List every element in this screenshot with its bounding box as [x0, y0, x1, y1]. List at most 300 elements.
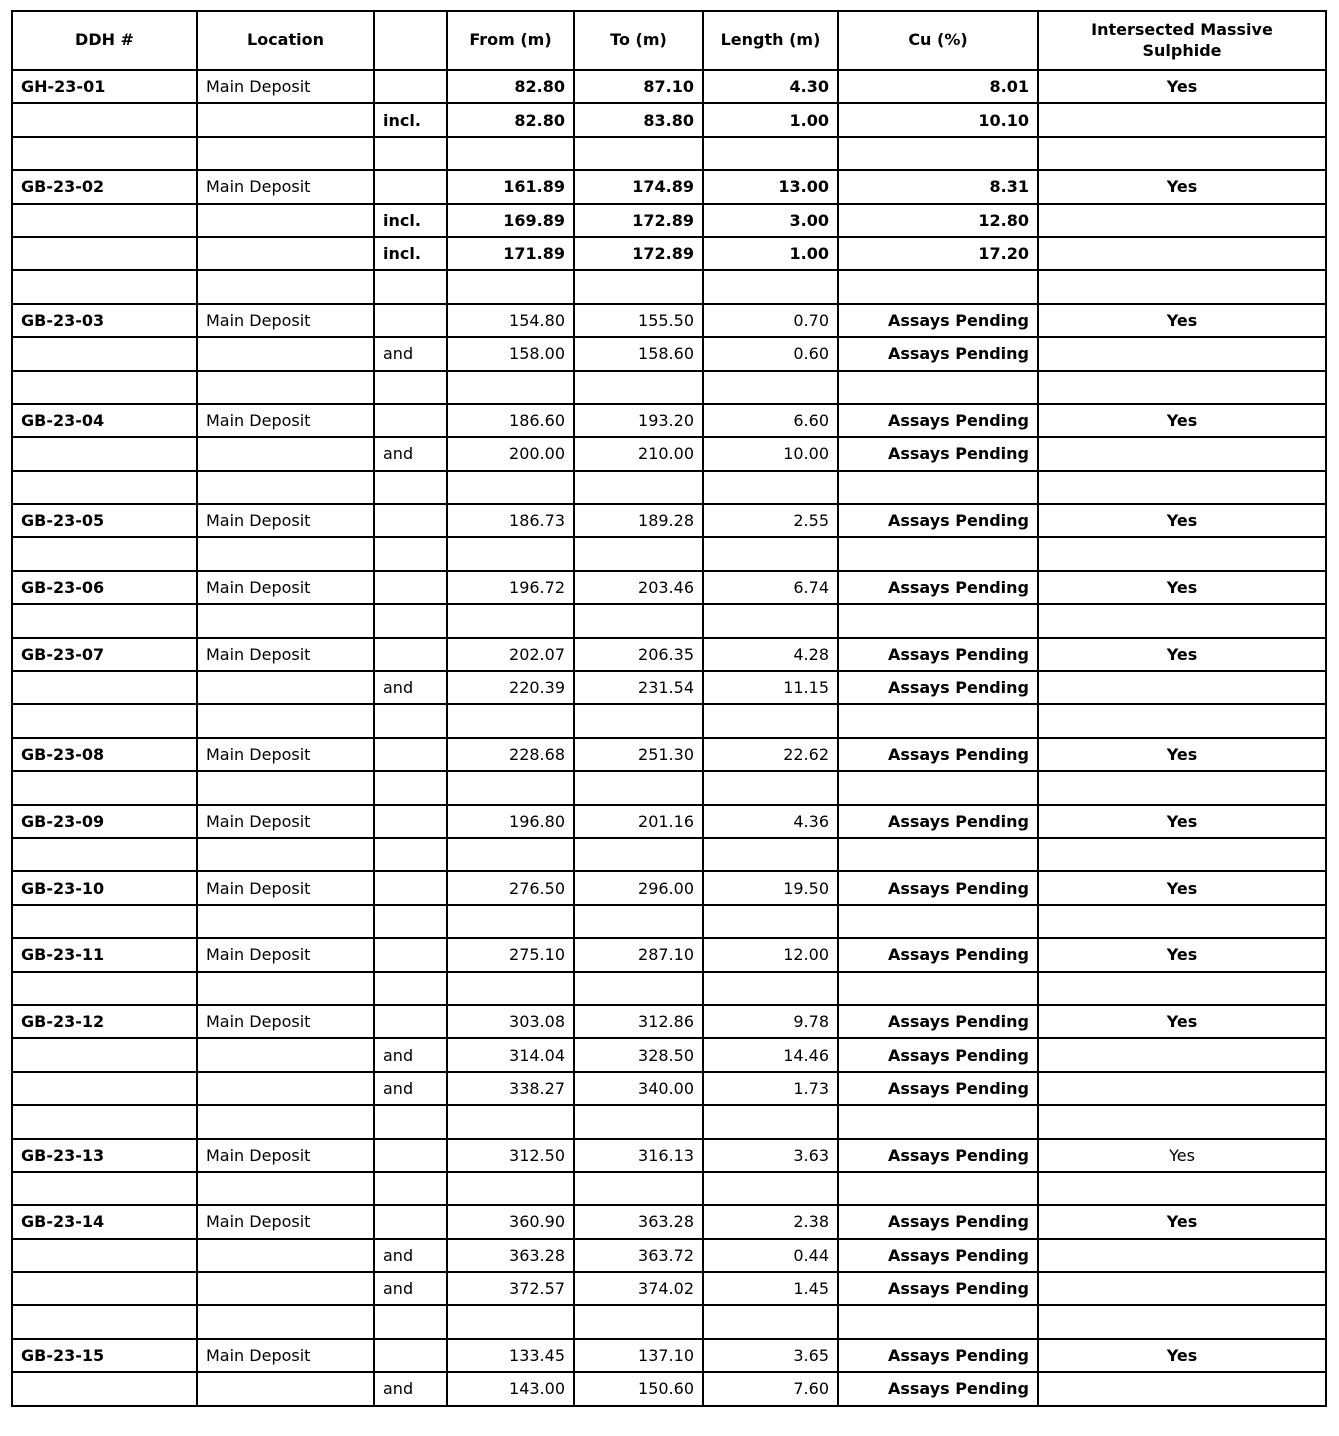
cell-intersected: Yes: [1038, 1339, 1326, 1372]
cell-length: 7.60: [703, 1372, 838, 1405]
spacer-row: [12, 972, 1326, 1005]
cell-to: 363.28: [574, 1205, 703, 1238]
cell-location: [197, 437, 374, 470]
cell-qualifier: [374, 771, 447, 804]
cell-length: [703, 537, 838, 570]
cell-cu: Assays Pending: [838, 337, 1038, 370]
cell-length: 1.73: [703, 1072, 838, 1105]
table-row: [12, 871, 1326, 904]
cell-qualifier: [374, 604, 447, 637]
cell-ddh: GB-23-03: [12, 304, 197, 337]
cell-intersected: [1038, 1105, 1326, 1138]
cell-intersected: [1038, 972, 1326, 1005]
col-header-cu: Cu (%): [838, 11, 1038, 70]
cell-from: 200.00: [447, 437, 574, 470]
cell-length: 11.15: [703, 671, 838, 704]
cell-ddh: [12, 905, 197, 938]
cell-ddh: GH-23-01: [12, 70, 197, 103]
cell-qualifier: [374, 571, 447, 604]
cell-intersected: Yes: [1038, 1205, 1326, 1238]
cell-ddh: [12, 1372, 197, 1405]
cell-qualifier: [374, 638, 447, 671]
cell-cu: Assays Pending: [838, 1038, 1038, 1071]
cell-cu: Assays Pending: [838, 1239, 1038, 1272]
col-header-intersected-label: Intersected Massive Sulphide: [1091, 19, 1273, 60]
cell-from: 196.72: [447, 571, 574, 604]
cell-intersected: Yes: [1038, 805, 1326, 838]
cell-length: 0.44: [703, 1239, 838, 1272]
cell-location: Main Deposit: [197, 871, 374, 904]
cell-qualifier: and: [374, 1072, 447, 1105]
cell-intersected: [1038, 337, 1326, 370]
cell-cu: [838, 704, 1038, 737]
cell-intersected: [1038, 237, 1326, 270]
cell-cu: Assays Pending: [838, 571, 1038, 604]
cell-from: 186.73: [447, 504, 574, 537]
cell-to: 203.46: [574, 571, 703, 604]
cell-cu: Assays Pending: [838, 1372, 1038, 1405]
cell-intersected: [1038, 103, 1326, 136]
cell-intersected: [1038, 137, 1326, 170]
cell-location: Main Deposit: [197, 1005, 374, 1038]
cell-to: 363.72: [574, 1239, 703, 1272]
cell-location: [197, 1239, 374, 1272]
table-row: [12, 437, 1326, 470]
cell-cu: 10.10: [838, 103, 1038, 136]
cell-cu: Assays Pending: [838, 504, 1038, 537]
drill-results-table: [11, 10, 1327, 1407]
cell-cu: 8.01: [838, 70, 1038, 103]
table-body: [12, 70, 1326, 1406]
cell-ddh: [12, 270, 197, 303]
cell-from: [447, 771, 574, 804]
cell-location: [197, 704, 374, 737]
cell-qualifier: [374, 70, 447, 103]
cell-ddh: [12, 237, 197, 270]
cell-cu: Assays Pending: [838, 805, 1038, 838]
cell-ddh: [12, 1305, 197, 1338]
cell-qualifier: [374, 1139, 447, 1172]
cell-length: [703, 838, 838, 871]
cell-length: [703, 771, 838, 804]
cell-intersected: Yes: [1038, 871, 1326, 904]
cell-qualifier: [374, 871, 447, 904]
table-row: [12, 738, 1326, 771]
cell-to: [574, 371, 703, 404]
cell-cu: Assays Pending: [838, 738, 1038, 771]
table-row: [12, 70, 1326, 103]
table-row: [12, 1372, 1326, 1405]
cell-from: 363.28: [447, 1239, 574, 1272]
cell-cu: Assays Pending: [838, 1205, 1038, 1238]
cell-ddh: [12, 604, 197, 637]
cell-cu: Assays Pending: [838, 437, 1038, 470]
cell-length: 0.60: [703, 337, 838, 370]
cell-location: [197, 371, 374, 404]
cell-length: [703, 270, 838, 303]
cell-to: [574, 604, 703, 637]
cell-ddh: [12, 537, 197, 570]
cell-location: Main Deposit: [197, 170, 374, 203]
cell-cu: [838, 604, 1038, 637]
cell-from: 303.08: [447, 1005, 574, 1038]
cell-from: 82.80: [447, 70, 574, 103]
spacer-row: [12, 704, 1326, 737]
spacer-row: [12, 471, 1326, 504]
cell-location: [197, 972, 374, 1005]
cell-to: 155.50: [574, 304, 703, 337]
cell-cu: Assays Pending: [838, 1272, 1038, 1305]
cell-from: 372.57: [447, 1272, 574, 1305]
cell-location: [197, 337, 374, 370]
spacer-row: [12, 604, 1326, 637]
cell-to: 137.10: [574, 1339, 703, 1372]
cell-ddh: GB-23-10: [12, 871, 197, 904]
cell-length: 12.00: [703, 938, 838, 971]
cell-length: 4.36: [703, 805, 838, 838]
cell-ddh: GB-23-07: [12, 638, 197, 671]
cell-ddh: [12, 771, 197, 804]
cell-intersected: [1038, 204, 1326, 237]
cell-cu: 17.20: [838, 237, 1038, 270]
cell-intersected: [1038, 270, 1326, 303]
cell-cu: Assays Pending: [838, 1072, 1038, 1105]
table-row: [12, 638, 1326, 671]
cell-cu: [838, 1305, 1038, 1338]
cell-qualifier: [374, 471, 447, 504]
cell-length: 6.74: [703, 571, 838, 604]
cell-from: [447, 537, 574, 570]
cell-from: 82.80: [447, 103, 574, 136]
table-row: [12, 103, 1326, 136]
cell-location: Main Deposit: [197, 571, 374, 604]
cell-intersected: [1038, 671, 1326, 704]
cell-qualifier: [374, 1172, 447, 1205]
cell-from: [447, 905, 574, 938]
cell-location: Main Deposit: [197, 1339, 374, 1372]
cell-qualifier: [374, 1205, 447, 1238]
col-header-intersected: [1038, 11, 1326, 70]
cell-qualifier: [374, 738, 447, 771]
cell-ddh: [12, 1072, 197, 1105]
cell-ddh: GB-23-13: [12, 1139, 197, 1172]
cell-intersected: [1038, 1239, 1326, 1272]
cell-from: 169.89: [447, 204, 574, 237]
cell-qualifier: [374, 170, 447, 203]
cell-length: 0.70: [703, 304, 838, 337]
cell-from: 161.89: [447, 170, 574, 203]
cell-to: 287.10: [574, 938, 703, 971]
cell-qualifier: [374, 805, 447, 838]
table-row: [12, 1038, 1326, 1071]
cell-intersected: [1038, 838, 1326, 871]
table-row: [12, 1139, 1326, 1172]
cell-location: Main Deposit: [197, 738, 374, 771]
cell-to: [574, 1105, 703, 1138]
cell-to: 210.00: [574, 437, 703, 470]
col-header-qualifier: [374, 11, 447, 70]
cell-from: [447, 604, 574, 637]
spacer-row: [12, 270, 1326, 303]
cell-location: [197, 471, 374, 504]
cell-location: [197, 838, 374, 871]
cell-cu: Assays Pending: [838, 304, 1038, 337]
cell-intersected: Yes: [1038, 1139, 1326, 1172]
cell-length: [703, 1305, 838, 1338]
col-header-length: Length (m): [703, 11, 838, 70]
cell-intersected: [1038, 771, 1326, 804]
cell-to: 328.50: [574, 1038, 703, 1071]
cell-intersected: Yes: [1038, 571, 1326, 604]
cell-length: 2.38: [703, 1205, 838, 1238]
cell-intersected: Yes: [1038, 638, 1326, 671]
table-row: [12, 1339, 1326, 1372]
cell-ddh: GB-23-08: [12, 738, 197, 771]
cell-length: 3.63: [703, 1139, 838, 1172]
cell-qualifier: [374, 270, 447, 303]
cell-to: 172.89: [574, 237, 703, 270]
cell-to: 193.20: [574, 404, 703, 437]
cell-location: [197, 1272, 374, 1305]
cell-intersected: [1038, 537, 1326, 570]
cell-ddh: [12, 671, 197, 704]
cell-length: 10.00: [703, 437, 838, 470]
cell-length: 1.00: [703, 103, 838, 136]
cell-length: [703, 972, 838, 1005]
cell-ddh: GB-23-09: [12, 805, 197, 838]
cell-ddh: GB-23-06: [12, 571, 197, 604]
table-row: [12, 237, 1326, 270]
col-header-location: Location: [197, 11, 374, 70]
cell-cu: [838, 471, 1038, 504]
cell-to: 201.16: [574, 805, 703, 838]
cell-intersected: Yes: [1038, 504, 1326, 537]
cell-from: [447, 1105, 574, 1138]
table-row: [12, 1239, 1326, 1272]
cell-to: 189.28: [574, 504, 703, 537]
cell-ddh: [12, 1172, 197, 1205]
cell-ddh: [12, 437, 197, 470]
cell-intersected: Yes: [1038, 404, 1326, 437]
cell-location: [197, 1172, 374, 1205]
cell-location: [197, 137, 374, 170]
cell-location: [197, 604, 374, 637]
cell-intersected: [1038, 704, 1326, 737]
spacer-row: [12, 771, 1326, 804]
cell-length: 3.65: [703, 1339, 838, 1372]
table-row: [12, 1072, 1326, 1105]
cell-length: 4.28: [703, 638, 838, 671]
cell-qualifier: [374, 371, 447, 404]
cell-to: [574, 537, 703, 570]
cell-to: 340.00: [574, 1072, 703, 1105]
cell-length: 6.60: [703, 404, 838, 437]
cell-length: [703, 905, 838, 938]
cell-qualifier: and: [374, 1272, 447, 1305]
cell-to: 158.60: [574, 337, 703, 370]
cell-intersected: [1038, 371, 1326, 404]
cell-ddh: GB-23-05: [12, 504, 197, 537]
cell-length: 1.00: [703, 237, 838, 270]
spacer-row: [12, 137, 1326, 170]
cell-location: Main Deposit: [197, 638, 374, 671]
cell-to: 316.13: [574, 1139, 703, 1172]
cell-cu: Assays Pending: [838, 638, 1038, 671]
cell-ddh: [12, 1272, 197, 1305]
cell-qualifier: [374, 704, 447, 737]
cell-from: 312.50: [447, 1139, 574, 1172]
table-row: [12, 337, 1326, 370]
col-header-ddh: DDH #: [12, 11, 197, 70]
cell-to: 172.89: [574, 204, 703, 237]
table-row: [12, 304, 1326, 337]
cell-cu: [838, 371, 1038, 404]
cell-qualifier: [374, 1305, 447, 1338]
cell-from: 276.50: [447, 871, 574, 904]
cell-to: [574, 1305, 703, 1338]
table-row: [12, 671, 1326, 704]
spacer-row: [12, 838, 1326, 871]
cell-to: [574, 270, 703, 303]
cell-cu: [838, 537, 1038, 570]
cell-to: 83.80: [574, 103, 703, 136]
cell-ddh: [12, 103, 197, 136]
cell-length: [703, 137, 838, 170]
spacer-row: [12, 1105, 1326, 1138]
cell-length: 14.46: [703, 1038, 838, 1071]
cell-intersected: Yes: [1038, 1005, 1326, 1038]
cell-intersected: [1038, 1372, 1326, 1405]
cell-from: 154.80: [447, 304, 574, 337]
cell-cu: Assays Pending: [838, 671, 1038, 704]
table-row: [12, 1205, 1326, 1238]
cell-intersected: Yes: [1038, 938, 1326, 971]
cell-ddh: [12, 1038, 197, 1071]
cell-to: [574, 905, 703, 938]
cell-length: 9.78: [703, 1005, 838, 1038]
table-row: [12, 1005, 1326, 1038]
cell-qualifier: [374, 504, 447, 537]
cell-ddh: [12, 137, 197, 170]
cell-to: 150.60: [574, 1372, 703, 1405]
cell-qualifier: and: [374, 437, 447, 470]
cell-ddh: GB-23-11: [12, 938, 197, 971]
cell-cu: Assays Pending: [838, 871, 1038, 904]
cell-to: 251.30: [574, 738, 703, 771]
cell-from: 220.39: [447, 671, 574, 704]
cell-from: 196.80: [447, 805, 574, 838]
table-row: [12, 805, 1326, 838]
cell-to: [574, 972, 703, 1005]
cell-cu: Assays Pending: [838, 1139, 1038, 1172]
cell-location: [197, 1038, 374, 1071]
cell-location: Main Deposit: [197, 304, 374, 337]
cell-to: 296.00: [574, 871, 703, 904]
cell-qualifier: incl.: [374, 103, 447, 136]
cell-location: [197, 671, 374, 704]
cell-cu: Assays Pending: [838, 1339, 1038, 1372]
cell-to: 87.10: [574, 70, 703, 103]
cell-cu: [838, 1105, 1038, 1138]
cell-to: [574, 137, 703, 170]
cell-to: [574, 471, 703, 504]
cell-to: 206.35: [574, 638, 703, 671]
cell-qualifier: incl.: [374, 204, 447, 237]
cell-intersected: [1038, 471, 1326, 504]
header-row: [12, 11, 1326, 70]
cell-from: 360.90: [447, 1205, 574, 1238]
cell-qualifier: and: [374, 671, 447, 704]
cell-cu: Assays Pending: [838, 1005, 1038, 1038]
cell-cu: [838, 972, 1038, 1005]
cell-qualifier: [374, 137, 447, 170]
cell-length: 13.00: [703, 170, 838, 203]
cell-location: [197, 1072, 374, 1105]
cell-from: 228.68: [447, 738, 574, 771]
cell-ddh: GB-23-15: [12, 1339, 197, 1372]
cell-from: [447, 1305, 574, 1338]
cell-to: 231.54: [574, 671, 703, 704]
cell-cu: [838, 270, 1038, 303]
cell-from: [447, 972, 574, 1005]
cell-qualifier: incl.: [374, 237, 447, 270]
cell-qualifier: [374, 1005, 447, 1038]
cell-to: [574, 704, 703, 737]
cell-length: 4.30: [703, 70, 838, 103]
table-row: [12, 571, 1326, 604]
cell-cu: [838, 905, 1038, 938]
cell-intersected: [1038, 1305, 1326, 1338]
cell-from: [447, 838, 574, 871]
cell-from: 158.00: [447, 337, 574, 370]
cell-length: 19.50: [703, 871, 838, 904]
cell-length: [703, 371, 838, 404]
cell-ddh: [12, 1105, 197, 1138]
cell-intersected: [1038, 1038, 1326, 1071]
cell-from: [447, 704, 574, 737]
cell-cu: 8.31: [838, 170, 1038, 203]
cell-from: 143.00: [447, 1372, 574, 1405]
cell-location: Main Deposit: [197, 404, 374, 437]
spacer-row: [12, 1305, 1326, 1338]
cell-location: Main Deposit: [197, 938, 374, 971]
cell-length: 22.62: [703, 738, 838, 771]
spacer-row: [12, 1172, 1326, 1205]
col-header-from: From (m): [447, 11, 574, 70]
cell-intersected: Yes: [1038, 738, 1326, 771]
cell-qualifier: and: [374, 1372, 447, 1405]
cell-cu: Assays Pending: [838, 938, 1038, 971]
cell-to: 374.02: [574, 1272, 703, 1305]
cell-from: 133.45: [447, 1339, 574, 1372]
cell-ddh: GB-23-02: [12, 170, 197, 203]
spacer-row: [12, 371, 1326, 404]
cell-qualifier: [374, 938, 447, 971]
cell-qualifier: [374, 1339, 447, 1372]
cell-qualifier: and: [374, 337, 447, 370]
cell-ddh: [12, 972, 197, 1005]
cell-from: 338.27: [447, 1072, 574, 1105]
cell-intersected: Yes: [1038, 304, 1326, 337]
cell-intersected: [1038, 905, 1326, 938]
cell-qualifier: [374, 304, 447, 337]
cell-to: [574, 838, 703, 871]
cell-ddh: GB-23-04: [12, 404, 197, 437]
cell-to: 174.89: [574, 170, 703, 203]
cell-from: [447, 270, 574, 303]
col-header-to: To (m): [574, 11, 703, 70]
cell-location: Main Deposit: [197, 805, 374, 838]
